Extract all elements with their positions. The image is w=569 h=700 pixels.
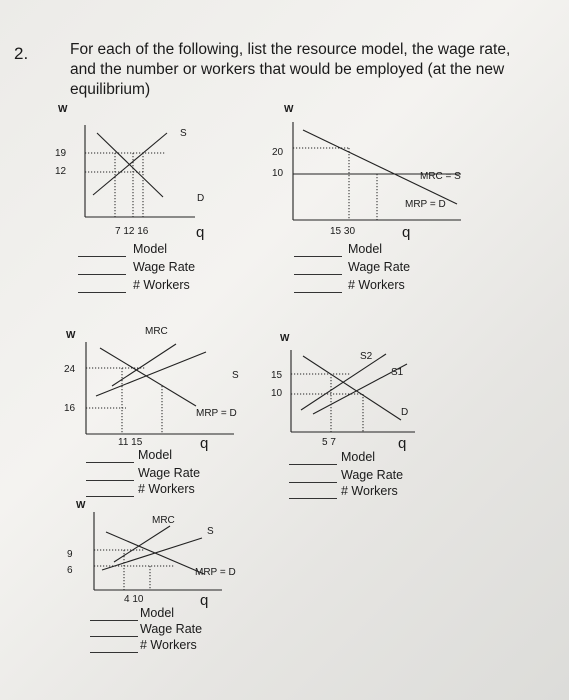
graph-5-workers-label: # Workers (140, 638, 197, 652)
graph-1-d-curve-label: D (197, 193, 205, 204)
graph-1-w-label: W (58, 104, 68, 115)
graph-4-model-blank[interactable] (289, 464, 337, 465)
graph-2-mrp-d-label: MRP = D (405, 199, 446, 210)
graph-3-model-label: Model (138, 448, 173, 462)
graph-3-mrp-d-label: MRP = D (196, 408, 237, 419)
graph-3-s-label: S (232, 370, 239, 381)
graph-2-model-blank[interactable] (294, 256, 342, 257)
graph-3-mrc-label: MRC (145, 326, 168, 337)
graph-5-y-tick-6: 6 (67, 565, 73, 576)
graph-2-mrc-s-label: MRC = S (420, 171, 461, 182)
graph-1-model-blank[interactable] (78, 256, 126, 257)
graph-4-w-label: W (280, 333, 290, 344)
graph-2-workers-blank[interactable] (294, 292, 342, 293)
graph-4-s2-label: S2 (360, 351, 373, 362)
graph-5-q-label: q (200, 592, 209, 609)
graph-4-x-ticks: 5 7 (322, 437, 336, 448)
graph-1-wage-label: Wage Rate (133, 260, 196, 274)
graph-2-wage-label: Wage Rate (348, 260, 411, 274)
graph-5-plot (94, 512, 224, 592)
graph-5-w-label: W (76, 500, 86, 511)
graph-1-workers-label: # Workers (133, 278, 190, 292)
graph-4-wage-label: Wage Rate (341, 468, 404, 482)
graph-4-d-label: D (401, 407, 409, 418)
graph-3-model-blank[interactable] (86, 462, 134, 463)
graph-1-model-label: Model (133, 242, 168, 256)
graph-2-q-label: q (402, 224, 411, 241)
graph-3-workers-label: # Workers (138, 482, 195, 496)
graph-5-mrp-d-label: MRP = D (195, 567, 236, 578)
graph-1-x-ticks: 7 12 16 (115, 226, 149, 237)
graph-5-mrc-label: MRC (152, 515, 175, 526)
graph-3-workers-blank[interactable] (86, 496, 134, 497)
graph-3-y-tick-24: 24 (64, 364, 76, 375)
graph-2-workers-label: # Workers (348, 278, 405, 292)
question-prompt: For each of the following, list the resource model, the wage rate, and the number or workers that would be employed (at the new equilibrium) (70, 41, 511, 98)
graph-1-workers-blank[interactable] (78, 292, 126, 293)
graph-3-y-tick-16: 16 (64, 403, 76, 414)
graph-2-y-tick-20: 20 (272, 147, 284, 158)
graph-3-wage-blank[interactable] (86, 480, 134, 481)
graph-3-x-ticks: 11 15 (118, 437, 143, 448)
graph-4-wage-blank[interactable] (289, 482, 337, 483)
graph-4-y-tick-15: 15 (271, 370, 283, 381)
graph-5-y-tick-9: 9 (67, 549, 73, 560)
graph-5-model-blank[interactable] (90, 620, 138, 621)
graph-5-wage-label: Wage Rate (140, 622, 203, 636)
graph-2-y-tick-10: 10 (272, 168, 284, 179)
graph-1-wage-blank[interactable] (78, 274, 126, 275)
graph-4-s1-label: S1 (391, 367, 404, 378)
graph-5-x-ticks: 4 10 (124, 594, 144, 605)
graph-4-model-label: Model (341, 450, 376, 464)
graph-3-wage-label: Wage Rate (138, 466, 201, 480)
graph-2-model-label: Model (348, 242, 383, 256)
question-number: 2. (14, 44, 29, 63)
graph-4-q-label: q (398, 435, 407, 452)
graph-1-plot (85, 125, 195, 220)
graph-4-workers-label: # Workers (341, 484, 398, 498)
graph-5-model-label: Model (140, 606, 175, 620)
graph-3-plot (86, 342, 236, 437)
graph-2-x-ticks: 15 30 (330, 226, 356, 237)
graph-5-s-label: S (207, 526, 214, 537)
graph-2-w-label: W (284, 104, 294, 115)
graph-1-q-label: q (196, 224, 205, 241)
graph-1-s-curve-label: S (180, 128, 187, 139)
graph-5-workers-blank[interactable] (90, 652, 138, 653)
graph-3-q-label: q (200, 435, 209, 452)
graph-4-workers-blank[interactable] (289, 498, 337, 499)
graph-5-wage-blank[interactable] (90, 636, 138, 637)
graph-4-y-tick-10: 10 (271, 388, 283, 399)
graph-1-y-tick-19: 19 (55, 148, 67, 159)
graph-1-y-tick-12: 12 (55, 166, 67, 177)
graph-2-wage-blank[interactable] (294, 274, 342, 275)
graph-4-plot (291, 350, 416, 435)
graph-3-w-label: W (66, 330, 76, 341)
